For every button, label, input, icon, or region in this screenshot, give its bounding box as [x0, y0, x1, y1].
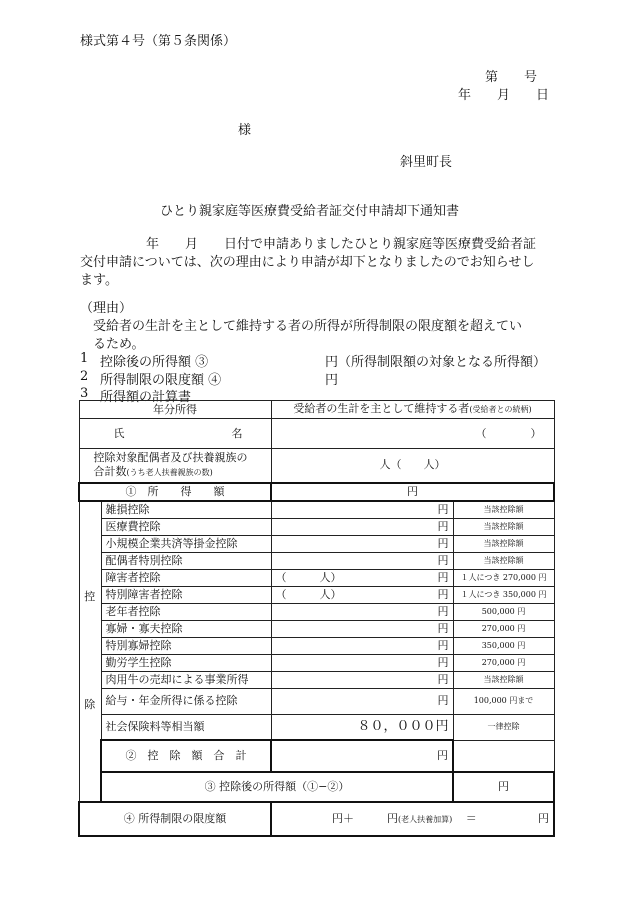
deduction-amount[interactable]: 円: [271, 552, 453, 569]
deduction-amount[interactable]: 円: [271, 654, 453, 671]
deduction-side-label: [79, 501, 101, 803]
deduction-total-amount[interactable]: 円: [271, 740, 453, 772]
deduction-note: 500,000 円: [453, 603, 554, 620]
income-calculation-table: [78, 400, 555, 837]
relationship-paren: （ ）: [475, 426, 542, 440]
deduction-label: 医療費控除: [101, 518, 271, 535]
deduction-prefix: （ 人）: [275, 587, 342, 601]
recipient-suffix: 様: [238, 123, 252, 138]
dependents-small: (うち老人扶養親族の数): [126, 467, 213, 477]
deduction-amount[interactable]: （ 人） 円: [271, 569, 453, 586]
deduction-note: 当該控除額: [453, 552, 554, 569]
document-title: ひとり親家庭等医療費受給者証交付申請却下通知書: [160, 204, 460, 219]
deduction-note: 270,000 円: [453, 620, 554, 637]
body-line-3: ます。: [80, 273, 118, 288]
deduction-label: 特別寡婦控除: [101, 637, 271, 654]
name-label-left: 氏: [113, 426, 125, 440]
sender: 斜里町長: [400, 155, 453, 170]
deduction-label: 肉用牛の売却による事業所得: [101, 671, 271, 688]
elderly-addition-note: (老人扶養加算): [398, 814, 453, 824]
deduction-label: 小規模企業共済等掛金控除: [101, 535, 271, 552]
item-3-label: 所得額の計算書: [100, 390, 192, 405]
document-date: 年 月 日: [458, 88, 550, 103]
deduction-amount[interactable]: 円: [271, 620, 453, 637]
relationship-note: (受給者との続柄): [469, 405, 532, 414]
deduction-note: 350,000 円: [453, 637, 554, 654]
deduction-note: 当該控除額: [453, 518, 554, 535]
item-2-num: 2: [80, 369, 89, 384]
deduction-label: 勤労学生控除: [101, 654, 271, 671]
income-after-deduction-label: ③ 控除後の所得額（①−②）: [101, 772, 453, 802]
deduction-note: 当該控除額: [453, 671, 554, 688]
dependents-line-1: 控除対象配偶者及び扶養親族の: [93, 450, 248, 464]
social-insurance-note: 一律控除: [453, 714, 554, 740]
dependents-label-cell: [79, 449, 271, 483]
reason-block: [80, 300, 552, 354]
income-limit-value-cell[interactable]: [271, 802, 554, 836]
body-line-2: 交付申請については、次の理由により申請が却下となりましたのでお知らせし: [80, 255, 535, 270]
income-amount[interactable]: 円: [271, 483, 554, 501]
limit-end-yen: 円: [538, 811, 549, 825]
deduction-label: 配偶者特別控除: [101, 552, 271, 569]
deduction-total-blank: [453, 740, 554, 772]
deduction-label: 特別障害者控除: [101, 586, 271, 603]
name-value-cell[interactable]: [271, 419, 554, 449]
dependents-line-2: 合計数: [93, 464, 127, 478]
reason-label: （理由）: [80, 301, 133, 316]
deduction-label: 雑損控除: [101, 501, 271, 519]
name-label-right: 名: [231, 426, 243, 440]
deduction-note: 当該控除額: [453, 535, 554, 552]
deduction-note: 270,000 円: [453, 654, 554, 671]
income-after-deduction-amount[interactable]: 円: [453, 772, 554, 802]
income-label: ① 所 得 額: [79, 483, 271, 501]
deduction-label: 老年者控除: [101, 603, 271, 620]
dependents-value-cell[interactable]: [271, 449, 554, 483]
item-2-value: 円: [325, 373, 339, 388]
year-income-header: 年分所得: [79, 401, 271, 419]
deduction-amount[interactable]: 円: [271, 603, 453, 620]
person-header: [271, 401, 554, 419]
deduction-note: １人につき 350,000 円: [453, 586, 554, 603]
deduction-amount[interactable]: 円: [271, 518, 453, 535]
body-text: [80, 236, 552, 290]
item-1-num: 1: [80, 351, 89, 366]
deduction-label: 寡婦・寡夫控除: [101, 620, 271, 637]
reason-line-2: るため。: [93, 337, 145, 352]
reason-line-1: 受給者の生計を主として維持する者の所得が所得制限の限度額を超えてい: [93, 319, 523, 334]
deduction-note: 当該控除額: [453, 501, 554, 519]
item-2-label: 所得制限の限度額 ④: [100, 373, 222, 388]
person-header-main: 受給者の生計を主として維持する者: [293, 402, 470, 415]
income-limit-label: ④ 所得制限の限度額: [79, 802, 271, 836]
salary-deduction-amount[interactable]: 円: [271, 688, 453, 714]
name-label-cell: [79, 419, 271, 449]
body-line-1: 年 月 日付で申請ありましたひとり親家庭等医療費受給者証: [146, 237, 537, 252]
deduction-amount[interactable]: （ 人） 円: [271, 586, 453, 603]
item-1-value: 円（所得制限額の対象となる所得額）: [325, 355, 547, 370]
form-number: 様式第４号（第５条関係）: [80, 34, 237, 49]
item-1-label: 控除後の所得額 ③: [100, 355, 209, 370]
deduction-side-char-2: 除: [84, 698, 96, 712]
deduction-amount[interactable]: 円: [271, 637, 453, 654]
deduction-amount[interactable]: 円: [271, 535, 453, 552]
limit-equals: ＝: [465, 811, 477, 825]
deduction-side-char-1: 控: [84, 590, 96, 604]
deduction-amount[interactable]: 円: [271, 501, 453, 519]
deduction-prefix: （ 人）: [275, 570, 342, 584]
social-insurance-amount: ８０，０００円: [271, 714, 453, 740]
document-number: 第 号: [485, 70, 538, 85]
item-3-num: 3: [80, 386, 89, 401]
salary-deduction-note: 100,000 円まで: [453, 688, 554, 714]
social-insurance-label: 社会保険料等相当額: [101, 714, 271, 740]
salary-deduction-label: 給与・年金所得に係る控除: [101, 688, 271, 714]
deduction-note: １人につき 270,000 円: [453, 569, 554, 586]
deduction-label: 障害者控除: [101, 569, 271, 586]
deduction-total-label: ② 控 除 額 合 計: [101, 740, 271, 772]
deduction-amount[interactable]: 円: [271, 671, 453, 688]
dependents-value: 人（ 人）: [379, 458, 446, 472]
income-limit-value: 円＋ 円: [332, 811, 398, 825]
